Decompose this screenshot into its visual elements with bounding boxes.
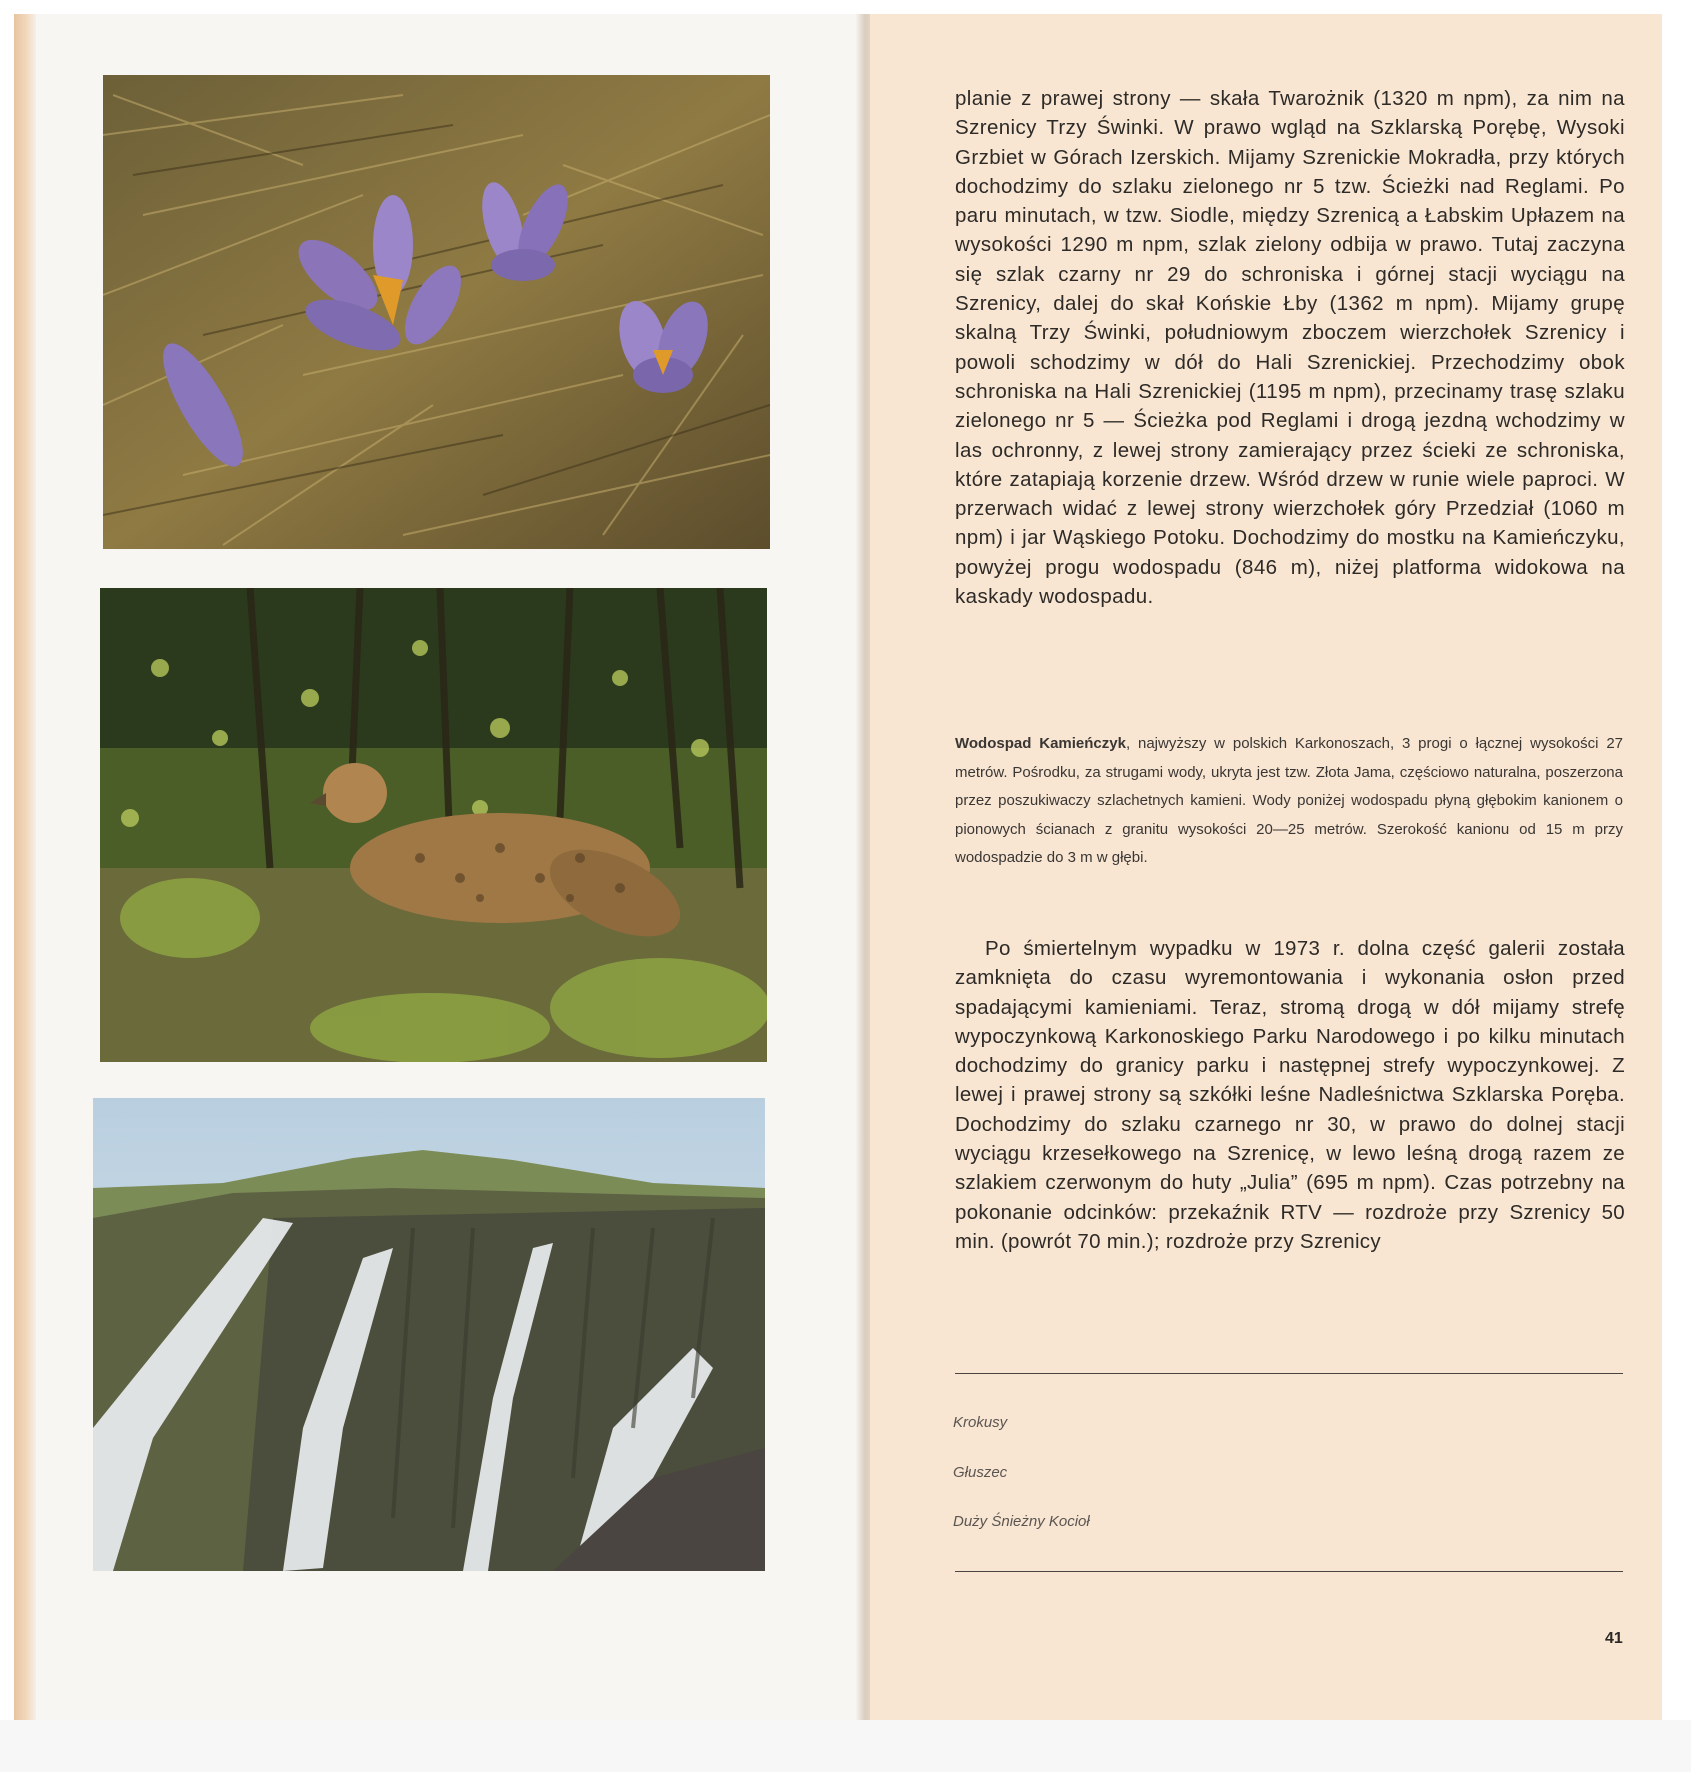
waterfall-note-title: Wodospad Kamieńczyk	[955, 735, 1126, 752]
photo-caption-cirque: Duży Śnieżny Kocioł	[953, 1513, 1090, 1530]
captions-top-rule	[955, 1373, 1623, 1374]
route-description-paragraph: planie z prawej strony — skała Twarożnik (1320 m npm), za nim na Szrenicy Trzy Świnki. W prawo wgląd na Szklarską Porębę, Wysoki Grzbiet w Górach Izerskich. Mijamy Szrenickie Mokradła, przy których dochodzimy do szlaku zielonego nr 5 tzw. Ścieżki nad Reglami. Po paru minutach, w tzw. Siodle, między Szrenicą a Łabskim Upłazem na wysokości 1290 m npm, szlak zielony odbija w prawo. Tutaj zaczyna się szlak czarny nr 29 do schroniska i górnej stacji wyciągu na Szrenicy, dalej do skał Końskie Łby (1362 m npm). Mijamy grupę skalną Trzy Świnki, południowym zboczem wierzchołek Szrenicy i powoli schodzimy w dół do Hali Szrenickiej. Przechodzimy obok schroniska na Hali Szrenickiej (1195 m npm), przecinamy trasę szlaku zielonego nr 5 — Ścieżka pod Reglami i drogą jezdną wchodzimy w las ochronny, z lewej strony zamierający przez ścieki ze schroniska, które zatapiają korzenie drzew. Wśród drzew w runie wiele paproci. W przerwach widać z lewej strony wierzchołek góry Przedział (1060 m npm) i jar Wąskiego Potoku. Dochodzimy do mostku na Kamieńczyku, powyżej progu wodospadu (846 m), niżej platforma widokowa na kaskady wodospadu.	[955, 87, 1625, 609]
snow-cirque-photo	[93, 1098, 765, 1571]
photo-caption-crocus: Krokusy	[953, 1414, 1008, 1431]
crocus-photo	[103, 75, 770, 549]
photo-caption-capercaillie: Głuszec	[953, 1464, 1008, 1481]
waterfall-note	[955, 730, 1623, 873]
capercaillie-photo	[100, 588, 767, 1062]
page-number: 41	[1605, 1630, 1623, 1647]
captions-bottom-rule	[955, 1571, 1623, 1572]
waterfall-note-body: , najwyższy w polskich Karkonoszach, 3 progi o łącznej wysokości 27 metrów. Pośrodku, za strugami wody, ukryta jest tzw. Złota Jama, częściowo naturalna, poszerzona przez poszukiwaczy szlachetnych kamieni. Wody poniżej wodospadu płyną głębokim kanionem o pionowych ścianach z granitu wysokości 20—25 metrów. Szerokość kanionu od 15 m przy wodospadzie do 3 m w głębi.	[955, 735, 1624, 866]
route-continuation-paragraph: Po śmiertelnym wypadku w 1973 r. dolna część galerii została zamknięta do czasu wyremontowania i wykonania osłon przed spadającymi kamieniami. Teraz, stromą drogą w dół mijamy strefę wypoczynkową Karkonoskiego Parku Narodowego i po kilku minutach dochodzimy do granicy parku i następnej strefy wypoczynkowej. Z lewej i prawej strony są szkółki leśne Nadleśnictwa Szklarska Poręba. Dochodzimy do szlaku czarnego nr 30, w prawo do dolnej stacji wyciągu krzesełkowego na Szrenicę, w lewo leśną drogą razem ze szlakiem czerwonym do huty „Julia” (695 m npm). Czas potrzebny na pokonanie odcinków: przekaźnik RTV — rozdroże przy Szrenicy 50 min. (powrót 70 min.); rozdroże przy Szrenicy	[955, 937, 1625, 1253]
scan-margin	[0, 1720, 1691, 1772]
page-edge	[14, 14, 36, 1720]
